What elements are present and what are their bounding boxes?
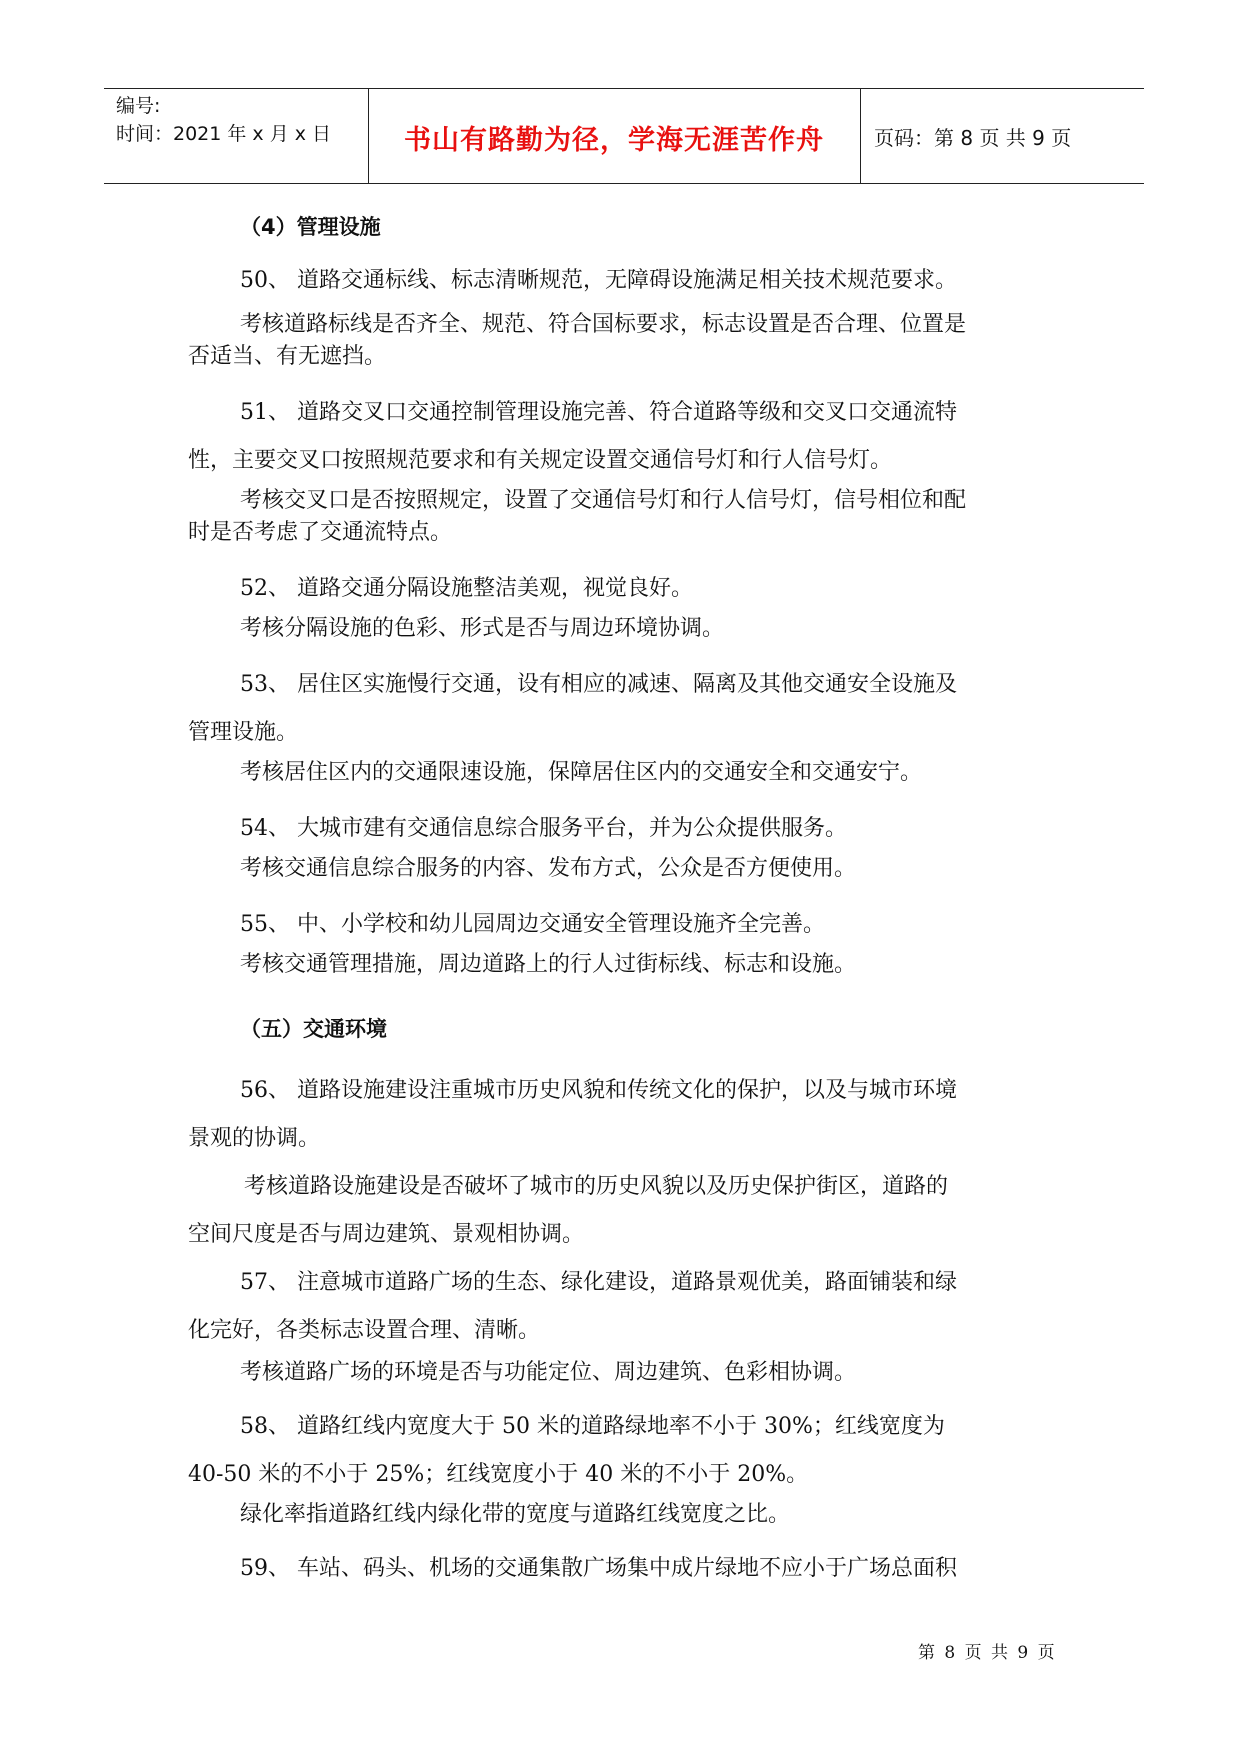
continuation-line: 时是否考虑了交通流特点。 (188, 520, 453, 545)
item-line: 56、 道路设施建设注重城市历史风貌和传统文化的保护，以及与城市环境 (240, 1078, 957, 1103)
assessment-line: 绿化率指道路红线内绿化带的宽度与道路红线宽度之比。 (240, 1502, 791, 1527)
item-line: 59、 车站、码头、机场的交通集散广场集中成片绿地不应小于广场总面积 (240, 1556, 957, 1581)
page-header (104, 88, 1144, 184)
item-line: 54、 大城市建有交通信息综合服务平台，并为公众提供服务。 (240, 816, 847, 841)
item-line: 53、 居住区实施慢行交通，设有相应的减速、隔离及其他交通安全设施及 (240, 672, 957, 697)
continuation-line: 空间尺度是否与周边建筑、景观相协调。 (188, 1222, 585, 1247)
continuation-line: 性，主要交叉口按照规范要求和有关规定设置交通信号灯和行人信号灯。 (188, 448, 893, 473)
header-number-label: 编号: (116, 95, 161, 117)
continuation-line: 否适当、有无遮挡。 (188, 344, 387, 369)
item-line: 52、 道路交通分隔设施整洁美观，视觉良好。 (240, 576, 693, 601)
item-line: 50、 道路交通标线、标志清晰规范，无障碍设施满足相关技术规范要求。 (240, 268, 957, 293)
header-page-code: 页码：第 8 页 共 9 页 (874, 126, 1072, 150)
continuation-line: 景观的协调。 (188, 1126, 321, 1151)
item-line: 51、 道路交叉口交通控制管理设施完善、符合道路等级和交叉口交通流特 (240, 400, 957, 425)
assessment-line: 考核居住区内的交通限速设施，保障居住区内的交通安全和交通安宁。 (240, 760, 923, 785)
assessment-line: 考核道路设施建设是否破坏了城市的历史风貌以及历史保护街区，道路的 (244, 1174, 949, 1199)
header-bottom-rule (104, 183, 1144, 184)
assessment-line: 考核交通管理措施，周边道路上的行人过街标线、标志和设施。 (240, 952, 857, 977)
continuation-line: 40-50 米的不小于 25%；红线宽度小于 40 米的不小于 20%。 (188, 1462, 809, 1487)
assessment-line: 考核交通信息综合服务的内容、发布方式，公众是否方便使用。 (240, 856, 857, 881)
item-line: 55、 中、小学校和幼儿园周边交通安全管理设施齐全完善。 (240, 912, 825, 937)
assessment-line: 考核道路标线是否齐全、规范、符合国标要求，标志设置是否合理、位置是 (240, 312, 967, 337)
continuation-line: 化完好，各类标志设置合理、清晰。 (188, 1318, 541, 1343)
assessment-line: 考核道路广场的环境是否与功能定位、周边建筑、色彩相协调。 (240, 1360, 857, 1385)
header-time-label: 时间：2021 年 x 月 x 日 (116, 123, 332, 145)
section-heading: （五）交通环境 (240, 1017, 387, 1041)
assessment-line: 考核交叉口是否按照规定，设置了交通信号灯和行人信号灯，信号相位和配 (240, 488, 967, 513)
header-divider-right (860, 88, 861, 184)
page-footer: 第 8 页 共 9 页 (918, 1643, 1057, 1663)
assessment-line: 考核分隔设施的色彩、形式是否与周边环境协调。 (240, 616, 725, 641)
header-motto: 书山有路勤为径，学海无涯苦作舟 (404, 125, 824, 156)
continuation-line: 管理设施。 (188, 720, 299, 745)
header-top-rule (104, 88, 1144, 89)
section-heading: （4）管理设施 (240, 215, 381, 239)
item-line: 58、 道路红线内宽度大于 50 米的道路绿地率不小于 30%；红线宽度为 (240, 1414, 945, 1439)
header-left-block (116, 92, 331, 148)
item-line: 57、 注意城市道路广场的生态、绿化建设，道路景观优美，路面铺装和绿 (240, 1270, 957, 1295)
header-divider-left (368, 88, 369, 184)
